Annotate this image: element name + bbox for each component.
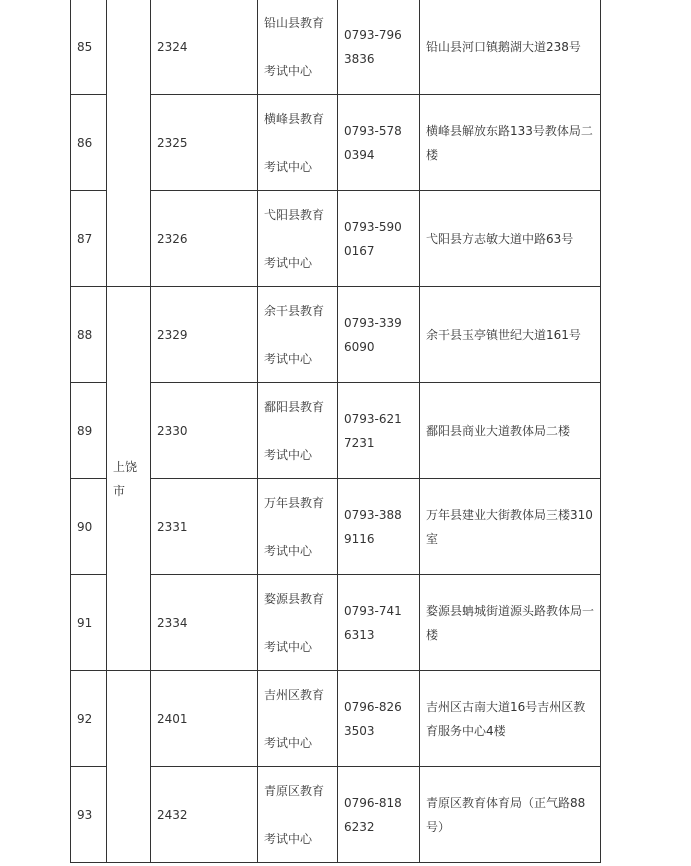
phone-text: 0796-8263503 <box>344 699 402 738</box>
row-number: 91 <box>71 575 107 671</box>
org-name-line2: 考试中心 <box>264 255 313 270</box>
phone-text: 0793-7416313 <box>344 603 402 642</box>
address <box>420 575 601 671</box>
org-name <box>258 383 338 479</box>
phone-text: 0793-5900167 <box>344 219 402 258</box>
phone <box>338 575 420 671</box>
phone-text: 0796-8186232 <box>344 795 402 834</box>
phone <box>338 0 420 95</box>
org-name-line2: 考试中心 <box>264 543 313 558</box>
org-name-line1: 鄱阳县教育 <box>264 399 325 414</box>
phone-text: 0793-7963836 <box>344 27 402 66</box>
address-text: 余干县玉亭镇世纪大道161号 <box>426 327 581 342</box>
org-name-line1: 吉州区教育 <box>264 687 325 702</box>
phone <box>338 287 420 383</box>
city-cell <box>107 287 151 671</box>
phone <box>338 383 420 479</box>
org-name-line1: 余干县教育 <box>264 303 325 318</box>
phone <box>338 95 420 191</box>
address-text: 吉州区古南大道16号吉州区教育服务中心4楼 <box>426 699 586 738</box>
phone-text: 0793-5780394 <box>344 123 402 162</box>
table-row <box>71 191 601 287</box>
city-cell-blank <box>107 0 151 287</box>
address-text: 弋阳县方志敏大道中路63号 <box>426 231 574 246</box>
org-name <box>258 575 338 671</box>
org-name <box>258 479 338 575</box>
row-number: 90 <box>71 479 107 575</box>
phone <box>338 479 420 575</box>
org-name <box>258 191 338 287</box>
address-text: 鄱阳县商业大道教体局二楼 <box>426 423 571 438</box>
address <box>420 383 601 479</box>
address <box>420 479 601 575</box>
phone-text: 0793-6217231 <box>344 411 402 450</box>
org-name-line1: 铅山县教育 <box>264 15 325 30</box>
address-text: 铅山县河口镇鹅湖大道238号 <box>426 39 581 54</box>
table-row <box>71 383 601 479</box>
org-name <box>258 287 338 383</box>
org-name <box>258 0 338 95</box>
address <box>420 191 601 287</box>
region-code: 2334 <box>151 575 258 671</box>
org-name <box>258 767 338 863</box>
org-name <box>258 95 338 191</box>
row-number: 89 <box>71 383 107 479</box>
address <box>420 95 601 191</box>
row-number: 88 <box>71 287 107 383</box>
org-name-line2: 考试中心 <box>264 831 313 846</box>
region-code: 2329 <box>151 287 258 383</box>
org-name-line2: 考试中心 <box>264 447 313 462</box>
city-cell-blank <box>107 671 151 863</box>
phone <box>338 767 420 863</box>
address <box>420 0 601 95</box>
region-code: 2324 <box>151 0 258 95</box>
address <box>420 287 601 383</box>
table-row <box>71 95 601 191</box>
row-number: 86 <box>71 95 107 191</box>
region-code: 2401 <box>151 671 258 767</box>
org-name-line1: 弋阳县教育 <box>264 207 325 222</box>
region-code: 2326 <box>151 191 258 287</box>
phone-text: 0793-3396090 <box>344 315 402 354</box>
org-name-line1: 婺源县教育 <box>264 591 325 606</box>
row-number: 85 <box>71 0 107 95</box>
table-row <box>71 287 601 383</box>
region-code: 2325 <box>151 95 258 191</box>
table-row <box>71 767 601 863</box>
exam-center-table <box>70 0 601 863</box>
row-number: 87 <box>71 191 107 287</box>
address <box>420 671 601 767</box>
org-name-line1: 万年县教育 <box>264 495 325 510</box>
address-text: 婺源县蚺城街道源头路教体局一楼 <box>426 603 595 642</box>
org-name-line2: 考试中心 <box>264 159 313 174</box>
org-name-line2: 考试中心 <box>264 63 313 78</box>
table-row <box>71 671 601 767</box>
org-name-line1: 横峰县教育 <box>264 111 325 126</box>
org-name-line2: 考试中心 <box>264 639 313 654</box>
address-text: 青原区教育体育局（正气路88号） <box>426 795 586 834</box>
table-row <box>71 0 601 95</box>
org-name-line1: 青原区教育 <box>264 783 325 798</box>
region-code: 2432 <box>151 767 258 863</box>
row-number: 93 <box>71 767 107 863</box>
city-name: 上饶市 <box>113 459 138 498</box>
org-name-line2: 考试中心 <box>264 735 313 750</box>
address-text: 横峰县解放东路133号教体局二楼 <box>426 123 593 162</box>
region-code: 2331 <box>151 479 258 575</box>
phone <box>338 671 420 767</box>
table-row <box>71 575 601 671</box>
address <box>420 767 601 863</box>
org-name <box>258 671 338 767</box>
phone <box>338 191 420 287</box>
row-number: 92 <box>71 671 107 767</box>
region-code: 2330 <box>151 383 258 479</box>
org-name-line2: 考试中心 <box>264 351 313 366</box>
exam-center-table-wrapper <box>70 0 600 863</box>
table-row <box>71 479 601 575</box>
phone-text: 0793-3889116 <box>344 507 402 546</box>
address-text: 万年县建业大街教体局三楼310室 <box>426 507 593 546</box>
